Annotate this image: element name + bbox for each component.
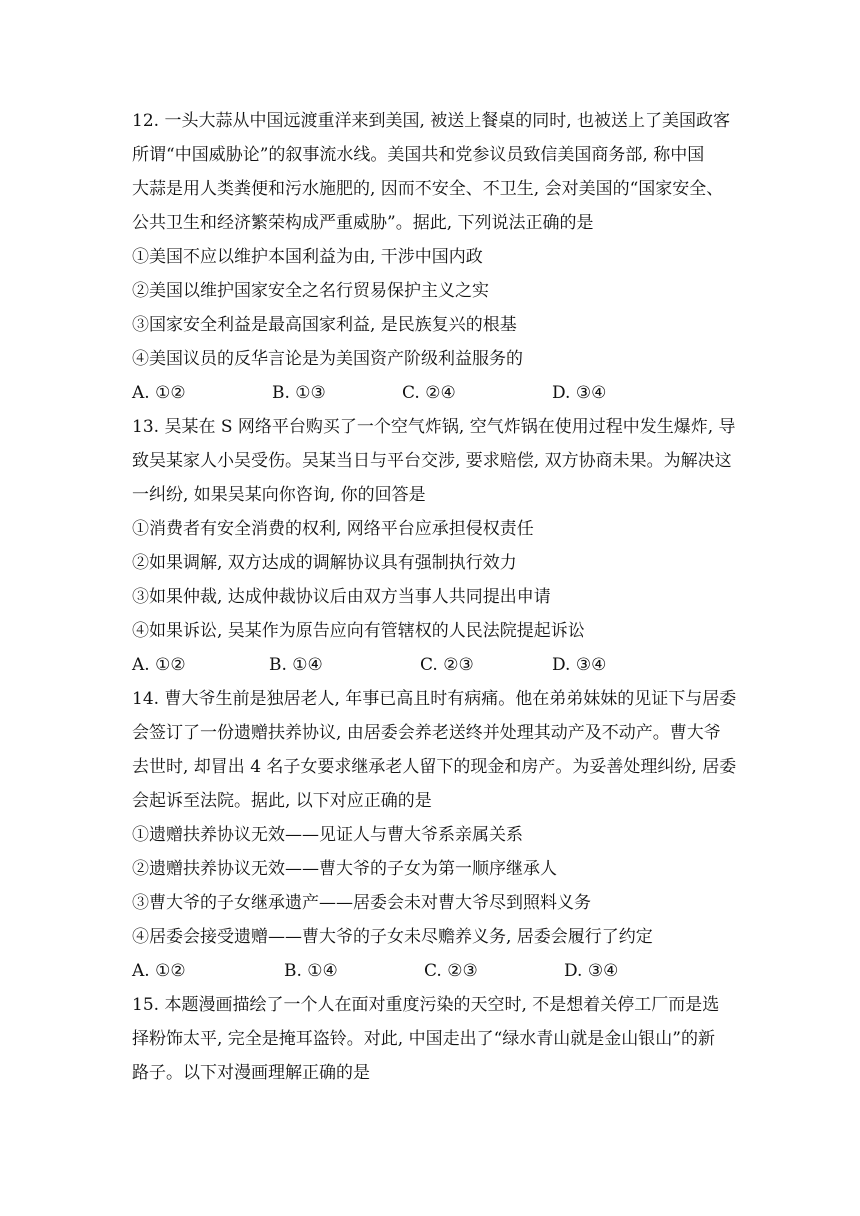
q12-stem-line: 公共卫生和经济繁荣构成严重威胁”。据此, 下列说法正确的是 <box>132 213 594 233</box>
q12-option-a: A. ①② <box>132 383 186 403</box>
q15-stem-line: 路子。以下对漫画理解正确的是 <box>132 1063 370 1083</box>
q14-option-c: C. ②③ <box>424 961 478 981</box>
q12-option-c: C. ②④ <box>402 383 456 403</box>
q12-option-d: D. ③④ <box>552 383 607 403</box>
q13-option-a: A. ①② <box>132 655 186 675</box>
q12-stem-line: 大蒜是用人类粪便和污水施肥的, 因而不安全、不卫生, 会对美国的“国家安全、 <box>132 179 724 199</box>
q13-item: ④如果诉讼, 吴某作为原告应向有管辖权的人民法院提起诉讼 <box>132 621 585 641</box>
q12-stem-line: 12. 一头大蒜从中国远渡重洋来到美国, 被送上餐桌的同时, 也被送上了美国政客 <box>132 111 731 131</box>
q15-stem-line: 15. 本题漫画描绘了一个人在面对重度污染的天空时, 不是想着关停工厂而是选 <box>132 995 720 1015</box>
q14-stem-line: 会起诉至法院。据此, 以下对应正确的是 <box>132 791 432 811</box>
q14-option-a: A. ①② <box>132 961 186 981</box>
q14-stem-line: 去世时, 却冒出 4 名子女要求继承老人留下的现金和房产。为妥善处理纠纷, 居委 <box>132 757 737 777</box>
q13-option-c: C. ②③ <box>420 655 474 675</box>
q13-options <box>132 654 742 676</box>
q12-options <box>132 382 742 404</box>
q14-option-b: B. ①④ <box>284 961 338 981</box>
q13-item: ①消费者有安全消费的权利, 网络平台应承担侵权责任 <box>132 519 534 539</box>
q13-stem-line: 一纠纷, 如果吴某向你咨询, 你的回答是 <box>132 485 426 505</box>
q14-options <box>132 960 742 982</box>
q13-option-b: B. ①④ <box>269 655 323 675</box>
q12-option-b: B. ①③ <box>272 383 326 403</box>
q12-item: ③国家安全利益是最高国家利益, 是民族复兴的根基 <box>132 315 517 335</box>
q12-item: ②美国以维护国家安全之名行贸易保护主义之实 <box>132 281 489 301</box>
q14-item: ④居委会接受遗赠——曹大爷的子女未尽赡养义务, 居委会履行了约定 <box>132 927 653 947</box>
q12-item: ④美国议员的反华言论是为美国资产阶级利益服务的 <box>132 349 523 369</box>
q12-item: ①美国不应以维护本国利益为由, 干涉中国内政 <box>132 247 483 267</box>
q12-stem-line: 所谓“中国威胁论”的叙事流水线。美国共和党参议员致信美国商务部, 称中国 <box>132 145 705 165</box>
q13-stem-line: 13. 吴某在 S 网络平台购买了一个空气炸锅, 空气炸锅在使用过程中发生爆炸, 导 <box>132 417 736 437</box>
q14-option-d: D. ③④ <box>564 961 619 981</box>
q13-item: ③如果仲裁, 达成仲裁协议后由双方当事人共同提出申请 <box>132 587 551 607</box>
q13-option-d: D. ③④ <box>552 655 607 675</box>
q13-stem-line: 致吴某家人小吴受伤。吴某当日与平台交涉, 要求赔偿, 双方协商未果。为解决这 <box>132 451 732 471</box>
q15-stem-line: 择粉饰太平, 完全是掩耳盗铃。对此, 中国走出了“绿水青山就是金山银山”的新 <box>132 1029 715 1049</box>
q13-item: ②如果调解, 双方达成的调解协议具有强制执行效力 <box>132 553 517 573</box>
q14-stem-line: 14. 曹大爷生前是独居老人, 年事已高且时有病痛。他在弟弟妹妹的见证下与居委 <box>132 689 737 709</box>
q14-item: ①遗赠扶养协议无效——见证人与曹大爷系亲属关系 <box>132 825 523 845</box>
q14-item: ②遗赠扶养协议无效——曹大爷的子女为第一顺序继承人 <box>132 859 557 879</box>
q14-item: ③曹大爷的子女继承遗产——居委会未对曹大爷尽到照料义务 <box>132 893 591 913</box>
q14-stem-line: 会签订了一份遗赠扶养协议, 由居委会养老送终并处理其动产及不动产。曹大爷 <box>132 723 721 743</box>
